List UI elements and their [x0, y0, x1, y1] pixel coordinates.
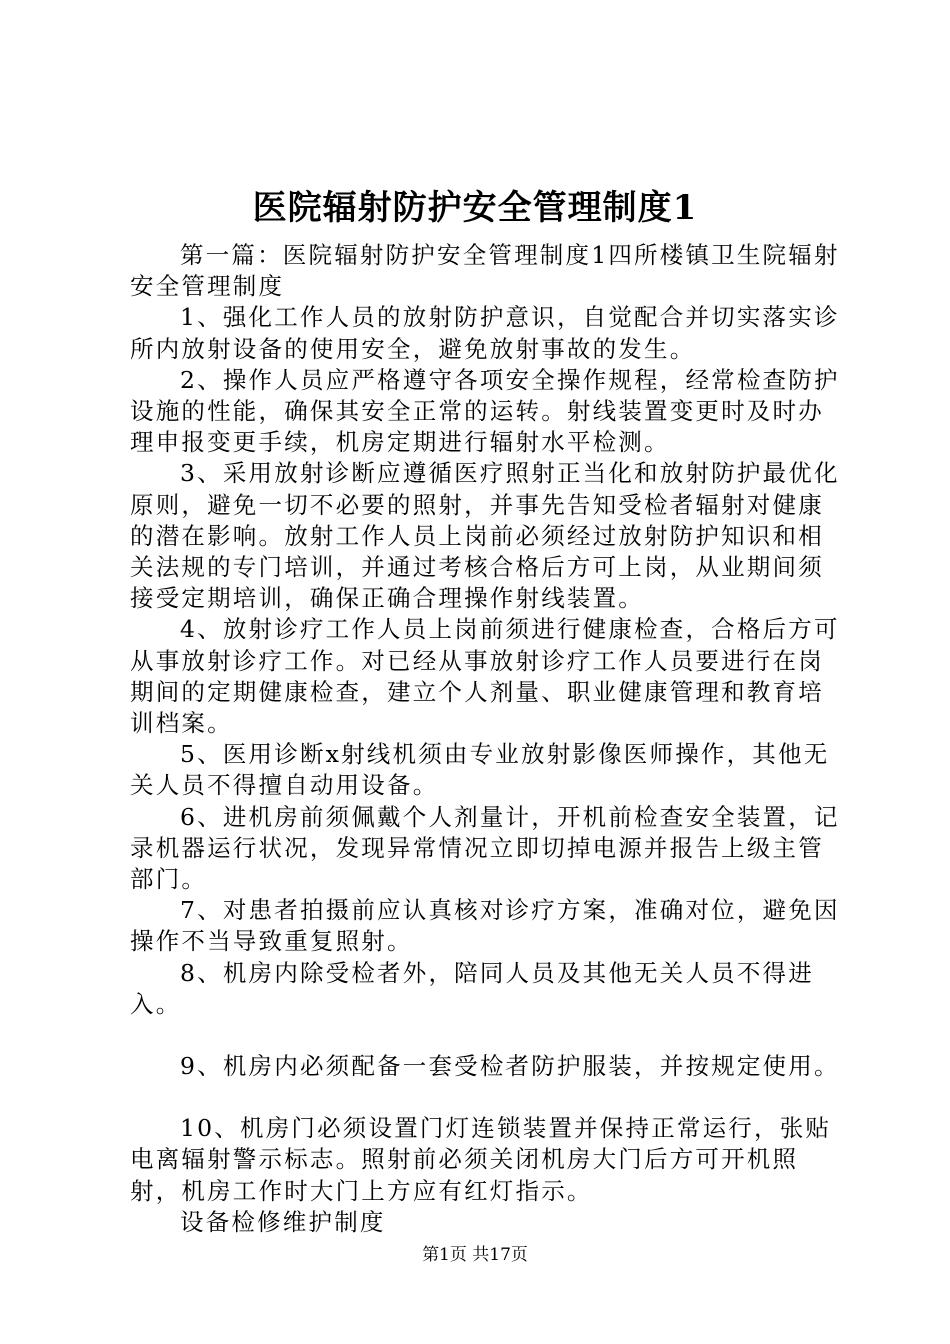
- paragraph-item-1: 1、强化工作人员的放射防护意识，自觉配合并切实落实诊所内放射设备的使用安全，避免放射事故的发生。: [130, 303, 840, 363]
- page-footer: 第1页 共17页: [422, 1245, 528, 1265]
- document-title: 医院辐射防护安全管理制度1: [252, 188, 698, 228]
- paragraph-item-8: 8、机房内除受检者外，陪同人员及其他无关人员不得进入。: [130, 958, 814, 1018]
- document-body: [130, 240, 840, 1238]
- section-heading: 设备检修维护制度: [180, 1207, 386, 1236]
- paragraph-item-2: 2、操作人员应严格遵守各项安全操作规程，经常检查防护设施的性能，确保其安全正常的运转。射线装置变更时及时办理申报变更手续，机房定期进行辐射水平检测。: [130, 365, 840, 457]
- paragraph-item-7: 7、对患者拍摄前应认真核对诊疗方案，准确对位，避免因操作不当导致重复照射。: [130, 896, 840, 956]
- paragraph-item-3: 3、采用放射诊断应遵循医疗照射正当化和放射防护最优化原则，避免一切不必要的照射，并事先告知受检者辐射对健康的潜在影响。放射工作人员上岗前必须经过放射防护知识和相关法规的专门培训，并通过考核合格后方可上岗，从业期间须接受定期培训，确保正确合理操作射线装置。: [130, 459, 840, 613]
- paragraph-item-10: 10、机房门必须设置门灯连锁装置并保持正常运行，张贴电离辐射警示标志。照射前必须关闭机房大门后方可开机照射，机房工作时大门上方应有红灯指示。: [130, 1114, 832, 1205]
- paragraph-item-9: 9、机房内必须配备一套受检者防护服装，并按规定使用。: [180, 1052, 840, 1081]
- paragraph-item-4: 4、放射诊疗工作人员上岗前须进行健康检查，合格后方可从事放射诊疗工作。对已经从事放射诊疗工作人员要进行在岗期间的定期健康检查，建立个人剂量、职业健康管理和教育培训档案。: [130, 615, 840, 738]
- paragraph-intro: 第一篇：医院辐射防护安全管理制度1四所楼镇卫生院辐射安全管理制度: [130, 241, 840, 301]
- paragraph-item-6: 6、进机房前须佩戴个人剂量计，开机前检查安全装置，记录机器运行状况，发现异常情况立即切掉电源并报告上级主管部门。: [130, 802, 840, 894]
- paragraph-item-5: 5、医用诊断x射线机须由专业放射影像医师操作，其他无关人员不得擅自动用设备。: [130, 740, 830, 800]
